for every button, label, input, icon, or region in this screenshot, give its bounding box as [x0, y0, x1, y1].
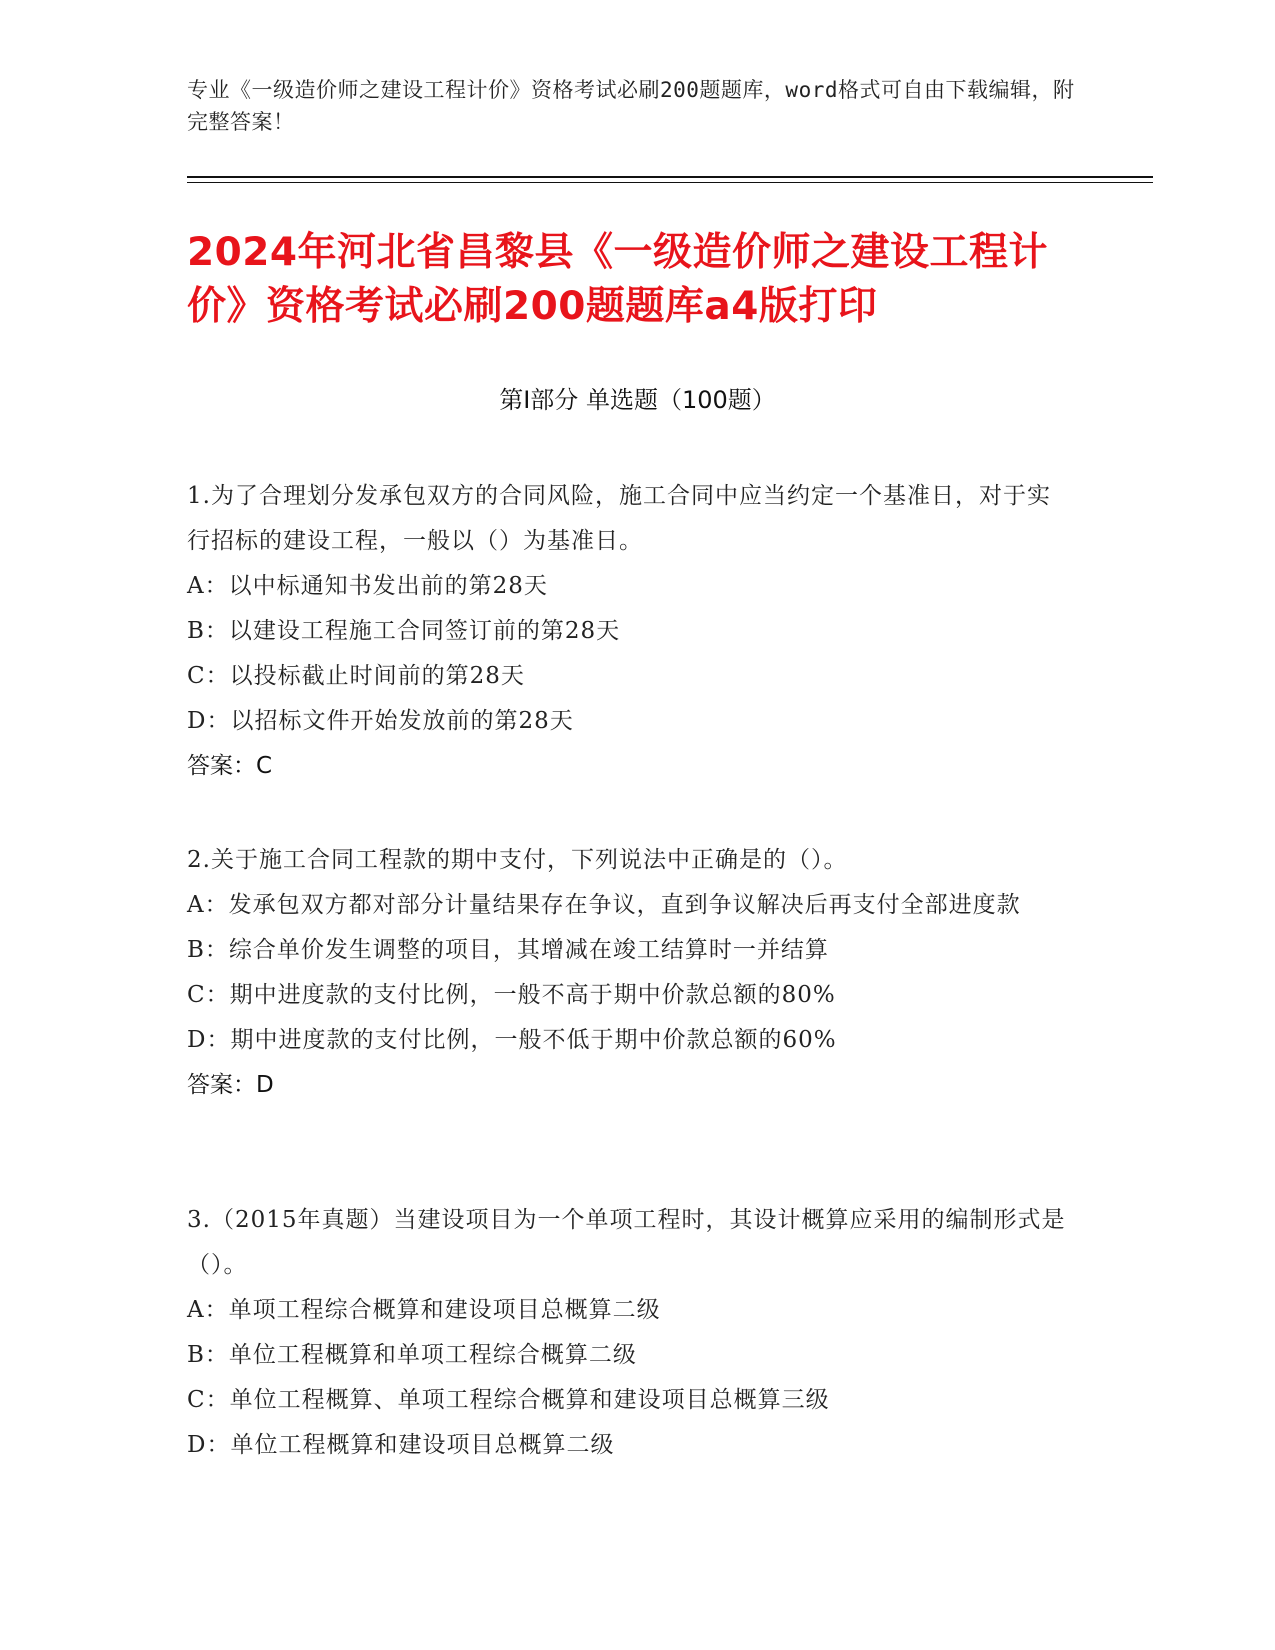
question-stem: 2.关于施工合同工程款的期中支付，下列说法中正确是的（）。	[187, 847, 848, 873]
document-title: 2024年河北省昌黎县《一级造价师之建设工程计价》资格考试必刷200题题库a4版打印	[187, 230, 1049, 329]
header-rule-thin	[187, 182, 1153, 183]
question-block	[187, 474, 1067, 789]
option-d: D：以招标文件开始发放前的第28天	[187, 708, 574, 734]
option-b: B：单位工程概算和单项工程综合概算二级	[187, 1342, 637, 1368]
option-d: D：期中进度款的支付比例，一般不低于期中价款总额的60%	[187, 1027, 837, 1053]
question-stem: 1.为了合理划分发承包双方的合同风险，施工合同中应当约定一个基准日，对于实行招标的建设工程，一般以（）为基准日。	[187, 483, 1051, 554]
option-b: B：以建设工程施工合同签订前的第28天	[187, 618, 621, 644]
option-c: C：以投标截止时间前的第28天	[187, 663, 525, 689]
question-block	[187, 838, 1067, 1108]
section-heading: 第Ⅰ部分 单选题（100题）	[499, 386, 776, 414]
option-c: C：单位工程概算、单项工程综合概算和建设项目总概算三级	[187, 1387, 830, 1413]
option-b: B：综合单价发生调整的项目，其增减在竣工结算时一并结算	[187, 937, 829, 963]
answer-line: 答案：D	[187, 1072, 274, 1098]
option-a: A：以中标通知书发出前的第28天	[187, 573, 548, 599]
option-c: C：期中进度款的支付比例，一般不高于期中价款总额的80%	[187, 982, 836, 1008]
answer-line: 答案：C	[187, 753, 273, 779]
header-rule-thick	[187, 176, 1153, 178]
question-block	[187, 1198, 1067, 1468]
question-stem: 3.（2015年真题）当建设项目为一个单项工程时，其设计概算应采用的编制形式是（）。	[187, 1207, 1066, 1278]
option-a: A：单项工程综合概算和建设项目总概算二级	[187, 1297, 661, 1323]
option-d: D：单位工程概算和建设项目总概算二级	[187, 1432, 615, 1458]
option-a: A：发承包双方都对部分计量结果存在争议，直到争议解决后再支付全部进度款	[187, 892, 1021, 918]
header-note: 专业《一级造价师之建设工程计价》资格考试必刷200题题库，word格式可自由下载编辑，附完整答案！	[187, 78, 1075, 134]
